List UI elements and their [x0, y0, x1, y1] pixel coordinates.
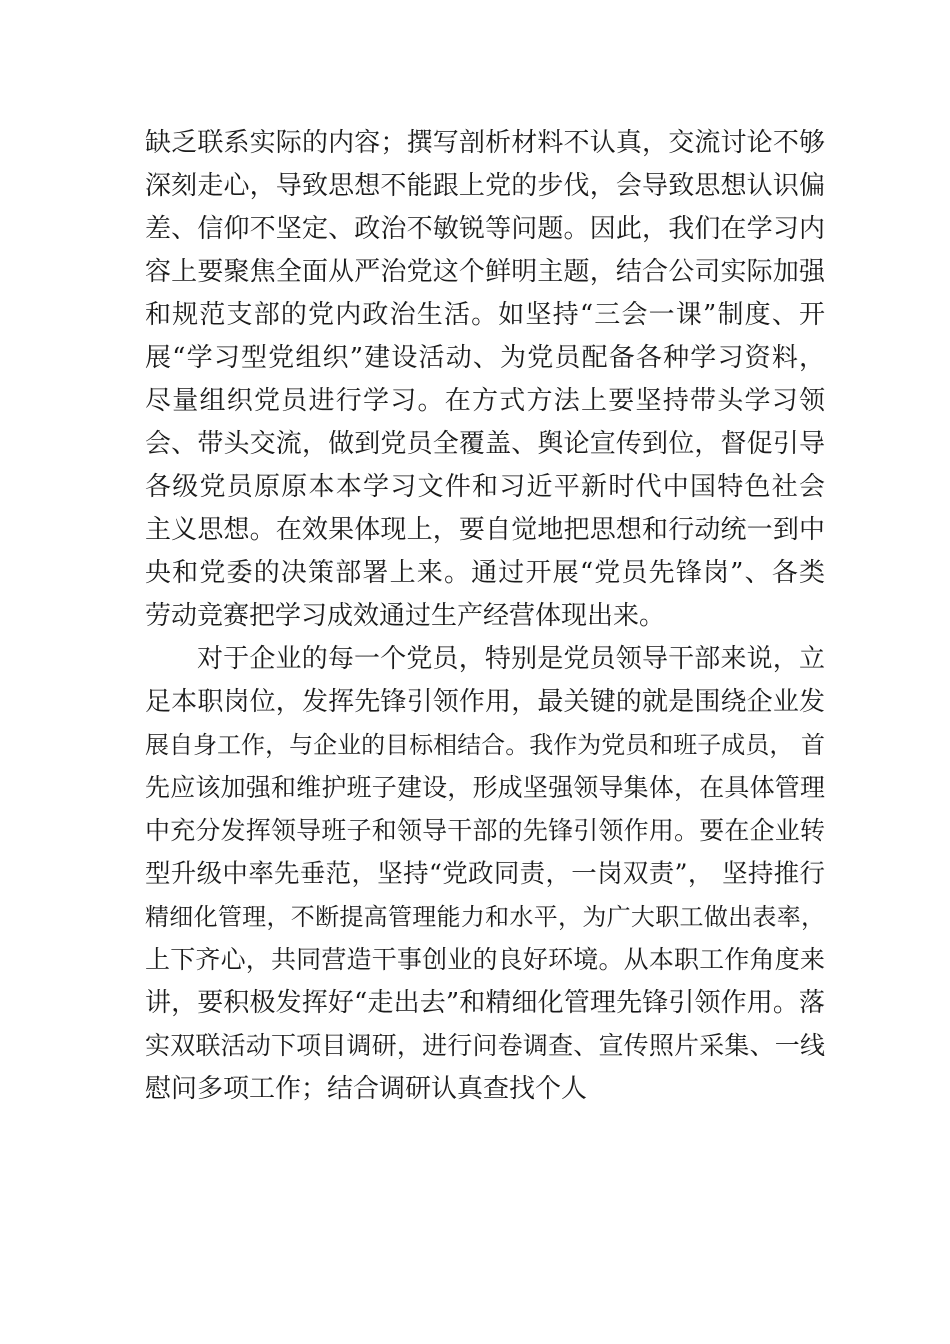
text-line-3: 差、信仰不坚定、政治不敏锐等问题。因此，我们在学习内	[145, 214, 825, 244]
text-line-8: 会、带头交流，做到党员全覆盖、舆论宣传到位，督促引导	[145, 429, 825, 459]
text-line-14: 足本职岗位，发挥先锋引领作用，最关键的就是围绕企业发	[145, 687, 825, 717]
text-line-16: 先应该加强和维护班子建设，形成坚强领导集体，在具体管理	[145, 773, 825, 802]
text-line-20: 上下齐心，共同营造干事创业的良好环境。从本职工作角度来	[145, 945, 825, 974]
text-line-22: 实双联活动下项目调研，进行问卷调查、宣传照片采集、一线	[145, 1031, 825, 1060]
text-line-17: 中充分发挥领导班子和领导干部的先锋引领作用。要在企业转	[145, 816, 825, 845]
text-line-4: 容上要聚焦全面从严治党这个鲜明主题，结合公司实际加强	[145, 257, 825, 287]
text-line-6: 展“学习型党组织”建设活动、为党员配备各种学习资料，	[145, 343, 825, 373]
text-line-2: 深刻走心，导致思想不能跟上党的步伐，会导致思想认识偏	[145, 171, 825, 201]
text-line-10: 主义思想。在效果体现上，要自觉地把思想和行动统一到中	[145, 515, 825, 545]
text-line-23: 慰问多项工作；结合调研认真查找个人	[145, 1074, 588, 1104]
paragraph-2-line-1: 对于企业的每一个党员，特别是党员领导干部来说，立	[197, 644, 825, 674]
text-line-15: 展自身工作，与企业的目标相结合。我作为党员和班子成员， 首	[145, 731, 825, 759]
text-line-7: 尽量组织党员进行学习。在方式方法上要坚持带头学习领	[145, 386, 825, 416]
text-line-11: 央和党委的决策部署上来。通过开展“党员先锋岗”、各类	[145, 558, 825, 588]
text-line-21: 讲，要积极发挥好“走出去”和精细化管理先锋引领作用。落	[145, 988, 825, 1018]
text-line-18: 型升级中率先垂范，坚持“党政同责，一岗双责”， 坚持推行	[145, 859, 825, 889]
text-line-19: 精细化管理，不断提高管理能力和水平，为广大职工做出表率，	[145, 903, 825, 931]
text-line-9: 各级党员原原本本学习文件和习近平新时代中国特色社会	[145, 472, 825, 502]
text-line-5: 和规范支部的党内政治生活。如坚持“三会一课”制度、开	[145, 300, 825, 330]
text-line-12: 劳动竞赛把学习成效通过生产经营体现出来。	[145, 601, 666, 631]
text-line-1: 缺乏联系实际的内容；撰写剖析材料不认真，交流讨论不够	[145, 128, 825, 158]
